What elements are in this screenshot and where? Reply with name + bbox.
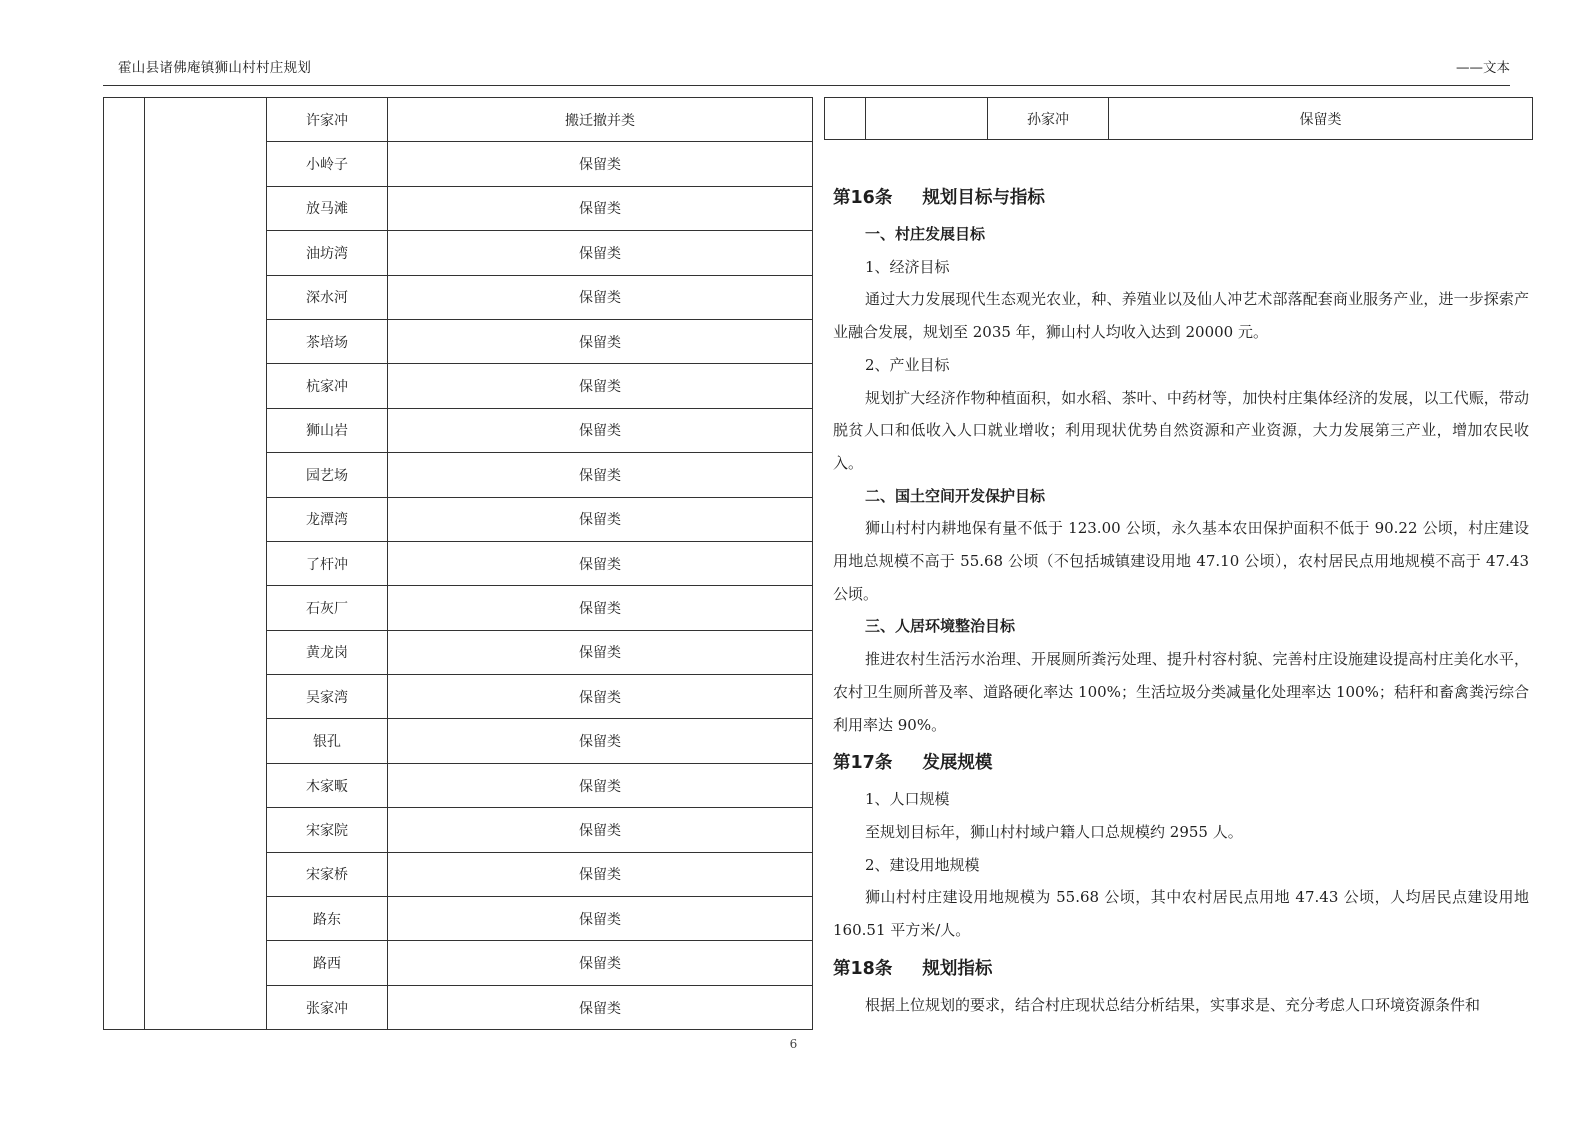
village-category-cell: 搬迁撤并类	[388, 98, 813, 142]
village-category-cell: 保留类	[388, 719, 813, 763]
village-category-cell: 保留类	[388, 275, 813, 319]
document-header-type: ——文本	[1456, 60, 1510, 76]
village-category-cell: 保留类	[388, 586, 813, 630]
village-category-cell: 保留类	[388, 630, 813, 674]
village-category-cell: 保留类	[388, 763, 813, 807]
village-category-cell: 保留类	[388, 319, 813, 363]
article-text-column	[833, 176, 1529, 1021]
table-row	[825, 98, 1533, 140]
table-cell-blank	[145, 98, 267, 1030]
village-name-cell: 银孔	[267, 719, 388, 763]
paragraph: 规划扩大经济作物种植面积，如水稻、茶叶、中药材等，加快村庄集体经济的发展，以工代赈，带动脱贫人口和低收入人口就业增收；利用现状优势自然资源和产业资源，大力发展第三产业，增加农民收入。	[833, 388, 1529, 472]
village-category-cell: 保留类	[388, 897, 813, 941]
section-heading: 三、人居环境整治目标	[865, 617, 1016, 636]
article-heading	[833, 178, 1529, 218]
village-name-cell: 路东	[267, 897, 388, 941]
village-name-cell: 张家冲	[267, 985, 388, 1029]
village-name-cell: 了杆冲	[267, 541, 388, 585]
village-name-cell: 龙潭湾	[267, 497, 388, 541]
table-cell-blank	[825, 98, 866, 140]
village-category-cell: 保留类	[388, 142, 813, 186]
section-heading: 二、国土空间开发保护目标	[865, 486, 1046, 505]
village-classification-table	[103, 97, 813, 1030]
village-category-cell: 保留类	[388, 186, 813, 230]
paragraph: 狮山村村庄建设用地规模为 55.68 公顷，其中农村居民点用地 47.43 公顷，人均居民点建设用地 160.51 平方米/人。	[833, 888, 1529, 940]
village-category-cell: 保留类	[388, 364, 813, 408]
article-number: 第18条	[833, 958, 893, 979]
paragraph: 通过大力发展现代生态观光农业，种、养殖业以及仙人冲艺术部落配套商业服务产业，进一步探索产业融合发展，规划至 2035 年，狮山村人均收入达到 20000 元。	[833, 290, 1529, 342]
table-cell-blank	[866, 98, 988, 140]
village-category-cell: 保留类	[388, 497, 813, 541]
section-heading: 一、村庄发展目标	[865, 225, 986, 243]
village-name-cell: 木家畈	[267, 763, 388, 807]
village-category-cell: 保留类	[388, 852, 813, 896]
article-heading	[833, 949, 1529, 989]
header-rule	[103, 85, 1510, 86]
village-name-cell: 放马滩	[267, 186, 388, 230]
village-name-cell: 黄龙岗	[267, 630, 388, 674]
village-category-cell: 保留类	[388, 808, 813, 852]
page-number: 6	[789, 1037, 798, 1051]
village-category-cell: 保留类	[388, 675, 813, 719]
village-name-cell: 杭家冲	[267, 364, 388, 408]
paragraph: 狮山村村内耕地保有量不低于 123.00 公顷，永久基本农田保护面积不低于 90.22 公顷，村庄建设用地总规模不高于 55.68 公顷（不包括城镇建设用地 47.10 公顷），农村居民点用地规模不高于 47.43 公顷。	[833, 519, 1529, 603]
village-name-cell: 深水河	[267, 275, 388, 319]
village-name-cell: 园艺场	[267, 453, 388, 497]
village-category-cell: 保留类	[388, 231, 813, 275]
article-title: 规划目标与指标	[922, 188, 1045, 208]
subsection-heading: 2、产业目标	[865, 355, 950, 374]
article-number: 第16条	[833, 188, 893, 208]
village-category-cell: 保留类	[388, 941, 813, 985]
village-category-cell: 保留类	[1109, 98, 1533, 140]
table-cell-blank	[104, 98, 145, 1030]
article-number: 第17条	[833, 753, 893, 774]
village-name-cell: 油坊湾	[267, 231, 388, 275]
village-name-cell: 许家冲	[267, 98, 388, 142]
village-category-cell: 保留类	[388, 453, 813, 497]
village-name-cell: 小岭子	[267, 142, 388, 186]
paragraph: 根据上位规划的要求，结合村庄现状总结分析结果，实事求是、充分考虑人口环境资源条件和	[865, 995, 1481, 1014]
village-name-cell: 宋家院	[267, 808, 388, 852]
article-title: 规划指标	[922, 958, 993, 979]
village-name-cell: 茶培场	[267, 319, 388, 363]
village-category-cell: 保留类	[388, 985, 813, 1029]
village-category-cell: 保留类	[388, 541, 813, 585]
paragraph: 至规划目标年，狮山村村域户籍人口总规模约 2955 人。	[865, 822, 1243, 841]
table-row	[104, 98, 813, 142]
village-name-cell: 孙家冲	[988, 98, 1109, 140]
article-title: 发展规模	[922, 753, 993, 774]
subsection-heading: 1、人口规模	[865, 790, 950, 809]
paragraph: 推进农村生活污水治理、开展厕所粪污处理、提升村容村貌、完善村庄设施建设提高村庄美化水平，农村卫生厕所普及率、道路硬化率达 100%；生活垃圾分类减量化处理率达 100%；秸秆和畜禽粪污综合利用率达 90%。	[833, 650, 1529, 734]
village-name-cell: 狮山岩	[267, 408, 388, 452]
village-name-cell: 石灰厂	[267, 586, 388, 630]
village-name-cell: 路西	[267, 941, 388, 985]
village-name-cell: 宋家桥	[267, 852, 388, 896]
village-name-cell: 吴家湾	[267, 675, 388, 719]
article-heading	[833, 743, 1529, 783]
subsection-heading: 2、建设用地规模	[865, 855, 980, 874]
document-header-title: 霍山县诸佛庵镇狮山村村庄规划	[118, 60, 312, 76]
subsection-heading: 1、经济目标	[865, 257, 950, 276]
village-classification-table-continued	[824, 97, 1533, 140]
village-category-cell: 保留类	[388, 408, 813, 452]
